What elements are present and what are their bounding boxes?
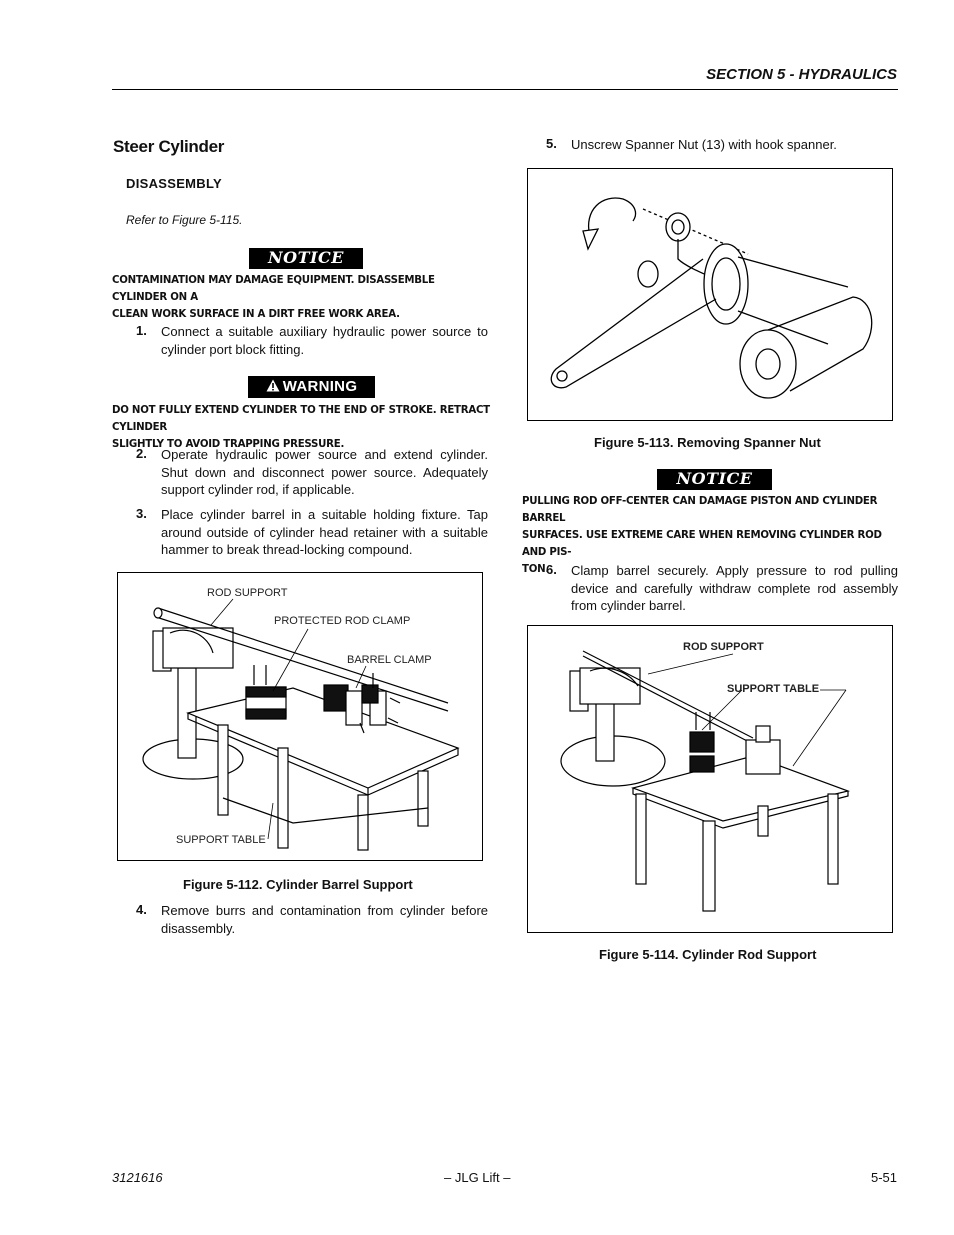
step-text: Unscrew Spanner Nut (13) with hook spanner. [571, 137, 837, 152]
label-rod-support: ROD SUPPORT [683, 641, 764, 653]
header-rule [112, 89, 898, 90]
figure-5-114 [527, 625, 893, 933]
figure-caption: Figure 5-113. Removing Spanner Nut [594, 435, 821, 450]
label-support-table: SUPPORT TABLE [727, 683, 820, 695]
notice-text-1 [112, 272, 492, 323]
cylinder-rod-support-illustration [528, 626, 892, 932]
label-barrel-clamp: BARREL CLAMP [347, 654, 432, 666]
step-number: 6. [546, 562, 557, 577]
label-rod-support: ROD SUPPORT [207, 587, 288, 599]
spanner-nut-illustration [528, 169, 892, 420]
page-number: 5-51 [870, 1170, 897, 1185]
notice-line: CLEAN WORK SURFACE IN A DIRT FREE WORK AREA. [112, 309, 400, 320]
notice-badge-1: NOTICE [249, 248, 363, 269]
label-support-table: SUPPORT TABLE [176, 834, 266, 846]
step-number: 1. [136, 323, 147, 338]
warning-line: SLIGHTLY TO AVOID TRAPPING PRESSURE. [112, 439, 345, 450]
step-text: Clamp barrel securely. Apply pressure to rod pulling device and carefully withdraw complete rod assembly from cylinder barrel. [571, 563, 898, 613]
notice-badge-2: NOTICE [657, 469, 772, 490]
notice-line: PULLING ROD OFF-CENTER CAN DAMAGE PISTON AND CYLINDER BARREL [522, 496, 878, 524]
warning-icon [266, 379, 280, 392]
notice-line: CONTAMINATION MAY DAMAGE EQUIPMENT. DISASSEMBLE CYLINDER ON A [112, 275, 435, 303]
step-text: Remove burrs and contamination from cylinder before disassembly. [161, 903, 488, 936]
document-number: 3121616 [112, 1170, 163, 1185]
step-number: 2. [136, 446, 147, 461]
warning-badge [248, 376, 375, 398]
step-text: Operate hydraulic power source and extend cylinder. Shut down and disconnect power source. Adequately support cylinder rod, if applicable. [161, 447, 488, 497]
step-number: 5. [546, 136, 557, 151]
subsection-title: DISASSEMBLY [126, 176, 223, 191]
notice-line: SURFACES. USE EXTREME CARE WHEN REMOVING CYLINDER ROD AND PIS- [522, 530, 882, 558]
step-text: Place cylinder barrel in a suitable holding fixture. Tap around outside of cylinder head retainer with a suitable hammer to break thread-locking compound. [161, 507, 488, 557]
warning-label: WARNING [282, 378, 358, 395]
notice-line: TON. [522, 564, 550, 575]
figure-caption: Figure 5-112. Cylinder Barrel Support [183, 877, 413, 892]
figure-reference: Refer to Figure 5-115. [126, 213, 243, 227]
step-text: Connect a suitable auxiliary hydraulic power source to cylinder port block fitting. [161, 324, 488, 357]
warning-line: DO NOT FULLY EXTEND CYLINDER TO THE END OF STROKE. RETRACT CYLINDER [112, 405, 490, 433]
figure-caption: Figure 5-114. Cylinder Rod Support [599, 947, 817, 962]
footer-center: – JLG Lift – [444, 1170, 511, 1185]
step-number: 3. [136, 506, 147, 521]
figure-5-112 [117, 572, 483, 861]
label-protected-rod-clamp: PROTECTED ROD CLAMP [274, 615, 411, 627]
section-header: SECTION 5 - HYDRAULICS [706, 66, 897, 83]
section-title: Steer Cylinder [113, 137, 225, 156]
step-number: 4. [136, 902, 147, 917]
figure-5-113 [527, 168, 893, 421]
